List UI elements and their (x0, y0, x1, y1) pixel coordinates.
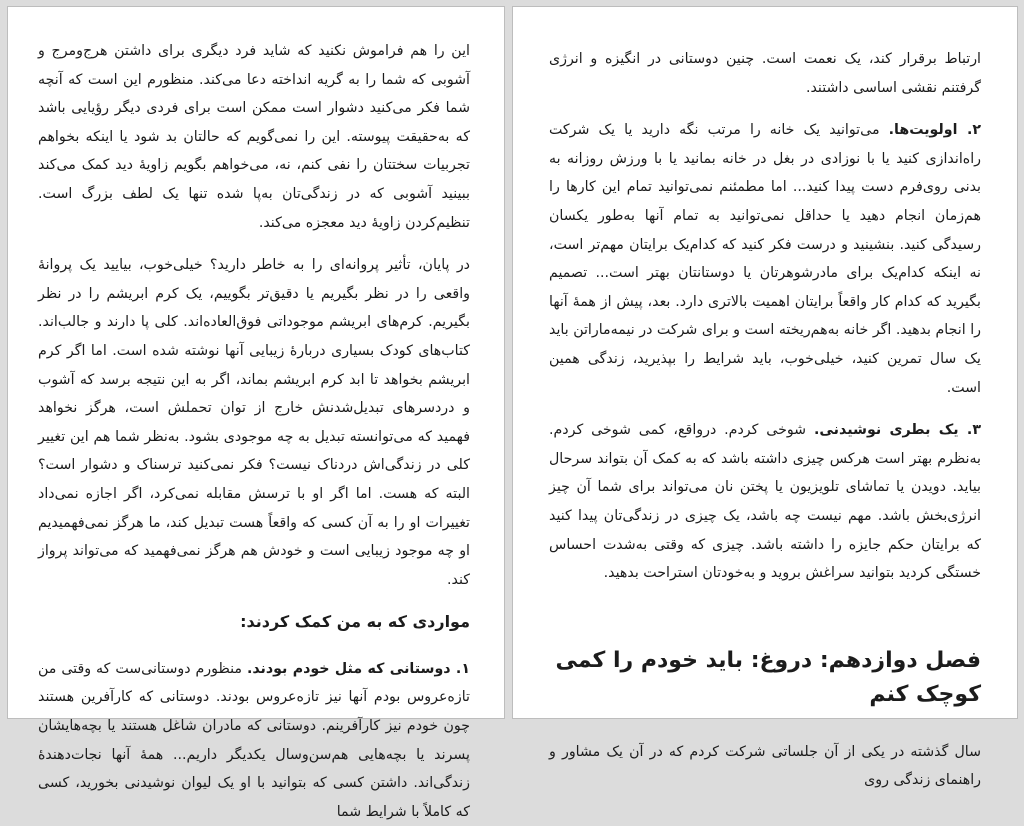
paragraph-perspective: این را هم فراموش نکنید که شاید فرد دیگری برای داشتن هرج‌ومرج و آشوبی که شما را به گریه انداخته دعا می‌کند. منظورم این است که آنچه شما فکر می‌کنید دشوار است ممکن است برای فردی دیگر رؤیایی باشد که به‌حقیقت پیوسته. این را نمی‌گویم که حالتان بد شود یا اینکه بخواهم تجربیات سختتان را نفی کنم، نه، می‌خواهم بگویم زاویهٔ دید کمک می‌کند ببینید آشوبی که در زندگی‌تان به‌پا شده تنها یک لطف بزرگ است. تنظیم‌کردن زاویهٔ دید معجزه می‌کند. (38, 43, 470, 231)
list-item-body: شوخی کردم. درواقع، کمی شوخی کردم. به‌نظرم بهتر است هرکس چیزی داشته باشد که به کمک آن بتواند سرحال بیاید. دویدن یا تماشای تلویزیون یا پختن نان می‌تواند برای شما آن چیز انرژی‌بخش باشد. مهم نیست چه باشد، یک چیزی در زندگی‌تان پیدا کنید که برایتان حکم جایزه را داشته باشد. چیزی که وقتی به‌شدت احساس خستگی کردید بتوانید سراغش بروید و به‌خودتان استراحت بدهید. (549, 422, 981, 582)
subheading-what-helped: مواردی که به من کمک کردند: (240, 612, 470, 632)
list-item-body: می‌توانید یک خانه را مرتب نگه دارید یا یک شرکت راه‌اندازی کنید یا با نوزادی در بغل در خانه بمانید یا با ورزش روزانه به بدنی روی‌فرم دست پیدا کنید... اما مطمئنم نمی‌توانید تمام این کارها را هم‌زمان انجام دهید یا حداقل نمی‌توانید به تمام آنها به‌طور یکسان رسیدگی کنید. بنشینید و درست فکر کنید که کدام‌یک برایتان مهم‌تر است، نه اینکه کدام‌یک برای مادرشوهرتان یا دوستانتان بهتر است... تصمیم بگیرید که کدام کار واقعاً برایتان اهمیت بالاتری دارد. بعد، پیش از همهٔ آنها را انجام بدهید. اگر خانه به‌هم‌ریخته است و برای شرکت در نیمه‌ماراتن باید یک سال تمرین کنید، خیلی‌خوب، باید شرایط را بپذیرید، زندگی همین است. (549, 122, 981, 396)
list-item-title: ۳. یک بطری نوشیدنی. (813, 422, 981, 439)
list-item-friends (38, 655, 470, 826)
list-item-body: منظورم دوستانی‌ست که وقتی من تازه‌عروس بودم آنها نیز تازه‌عروس بودند. دوستانی که کارآفرین هستند چون خودم نیز کارآفرینم. دوستانی که مادران شاغل هستند یا بچه‌هایشان پسرند یا بچه‌هایی هم‌سن‌وسال یکدیگر داریم... همهٔ آنها نجات‌دهندهٔ زندگی‌اند. داشتن کسی که بتوانید با او یک لیوان نوشیدنی بخورید، کسی که کاملاً با شرایط شما (38, 660, 470, 820)
list-item-drink (549, 416, 981, 588)
left-page (7, 6, 505, 820)
paragraph-continuation: ارتباط برقرار کند، یک نعمت است. چنین دوستانی در انگیزه و انرژی گرفتنم نقشی اساسی داشتند. (549, 51, 981, 96)
chapter-title: فصل دوازدهم: دروغ: باید خودم را کمی کوچک کنم (555, 647, 981, 707)
right-page (512, 6, 1018, 789)
paragraph-silkworm: در پایان، تأثیر پروانه‌ای را به خاطر دارید؟ خیلی‌خوب، بیایید یک پروانهٔ واقعی را در نظر بگیریم یا دقیق‌تر بگوییم، یک کرم ابریشم را در نظر بگیریم. کرم‌های ابریشم موجوداتی فوق‌العاده‌اند. کلی پا دارند و جالب‌اند. کتاب‌های کودک بسیاری دربارهٔ زیبایی آنها نوشته شده است. اما اگر کرم ابریشم بخواهد تا ابد کرم ابریشم بماند، اگر به این نتیجه برسد که آشوب و دردسرهای تبدیل‌شدنش خارج از توان تحملش است، هرگز نخواهد فهمید که می‌توانسته تبدیل به چه موجودی بشود. به‌نظر شما هم این تغییر کلی در زندگی‌اش دردناک نیست؟ فکر نمی‌کنید ترسناک و دشوار است؟ البته که هست. اما اگر او با ترسش مقابله نمی‌کرد، اگر اجازه نمی‌داد تغییرات او را به آن کسی که واقعاً هست تبدیل کند، ما هرگز نمی‌فهمیدیم او چه موجود زیبایی است و خودش هم هرگز نمی‌فهمید که می‌تواند پرواز کند. (38, 257, 470, 588)
chapter-opening-paragraph: سال گذشته در یکی از آن جلساتی شرکت کردم که در آن یک مشاور و راهنمای زندگی روی (549, 743, 981, 789)
list-item-title: ۱. دوستانی که مثل خودم بودند. (246, 660, 470, 677)
list-item-title: ۲. اولویت‌ها. (888, 122, 982, 139)
left-page-text (8, 7, 504, 826)
list-item-priorities (549, 116, 981, 402)
right-page-text (513, 7, 1017, 795)
